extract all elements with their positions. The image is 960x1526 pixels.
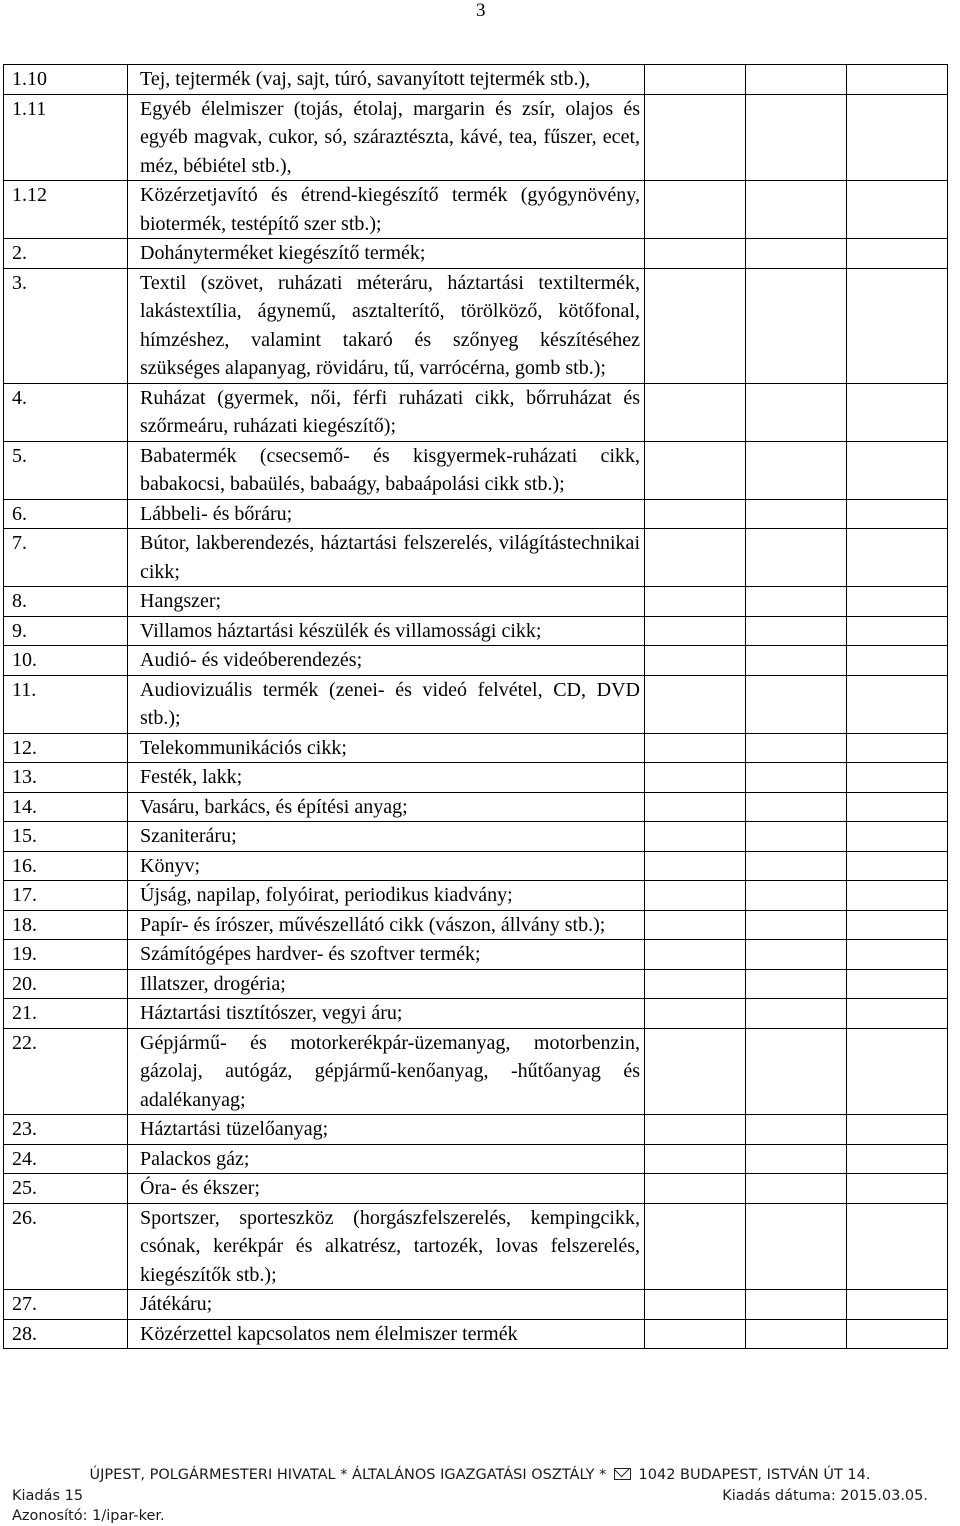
item-number: 12. bbox=[4, 733, 128, 763]
item-description: Közérzettel kapcsolatos nem élelmiszer termék bbox=[128, 1319, 645, 1349]
blank-cell bbox=[645, 529, 746, 587]
item-description: Telekommunikációs cikk; bbox=[128, 733, 645, 763]
item-number: 1.11 bbox=[4, 94, 128, 181]
item-number: 15. bbox=[4, 822, 128, 852]
activity-table-body bbox=[4, 65, 948, 1349]
table-row bbox=[4, 969, 948, 999]
blank-cell bbox=[645, 441, 746, 499]
item-description: Papír- és írószer, művészellátó cikk (vászon, állvány stb.); bbox=[128, 910, 645, 940]
table-row bbox=[4, 792, 948, 822]
item-number: 1.10 bbox=[4, 65, 128, 95]
envelope-icon bbox=[614, 1468, 631, 1480]
blank-cell bbox=[847, 239, 948, 269]
item-number: 21. bbox=[4, 999, 128, 1029]
blank-cell bbox=[746, 65, 847, 95]
item-description: Játékáru; bbox=[128, 1290, 645, 1320]
item-description: Számítógépes hardver- és szoftver termék; bbox=[128, 940, 645, 970]
item-description: Audiovizuális termék (zenei- és videó felvétel, CD, DVD stb.); bbox=[128, 675, 645, 733]
blank-cell bbox=[746, 851, 847, 881]
item-number: 4. bbox=[4, 383, 128, 441]
item-description: Villamos háztartási készülék és villamossági cikk; bbox=[128, 616, 645, 646]
blank-cell bbox=[847, 181, 948, 239]
blank-cell bbox=[746, 1144, 847, 1174]
blank-cell bbox=[746, 383, 847, 441]
footer-edition: Kiadás 15 bbox=[12, 1488, 84, 1504]
blank-cell bbox=[746, 999, 847, 1029]
item-number: 9. bbox=[4, 616, 128, 646]
item-number: 26. bbox=[4, 1203, 128, 1290]
item-number: 19. bbox=[4, 940, 128, 970]
item-number: 11. bbox=[4, 675, 128, 733]
blank-cell bbox=[847, 910, 948, 940]
blank-cell bbox=[746, 1115, 847, 1145]
item-description: Egyéb élelmiszer (tojás, étolaj, margarin és zsír, olajos és egyéb magvak, cukor, só, száraztészta, kávé, tea, fűszer, ecet, méz, bébiétel stb.), bbox=[128, 94, 645, 181]
blank-cell bbox=[847, 65, 948, 95]
blank-cell bbox=[847, 1028, 948, 1115]
item-number: 28. bbox=[4, 1319, 128, 1349]
item-description: Tej, tejtermék (vaj, sajt, túró, savanyított tejtermék stb.), bbox=[128, 65, 645, 95]
item-description: Háztartási tisztítószer, vegyi áru; bbox=[128, 999, 645, 1029]
blank-cell bbox=[847, 733, 948, 763]
blank-cell bbox=[746, 675, 847, 733]
item-description: Festék, lakk; bbox=[128, 763, 645, 793]
footer-org: ÚJPEST, POLGÁRMESTERI HIVATAL * ÁLTALÁNOS IGAZGATÁSI OSZTÁLY * bbox=[89, 1467, 607, 1483]
item-number: 13. bbox=[4, 763, 128, 793]
item-number: 6. bbox=[4, 499, 128, 529]
blank-cell bbox=[746, 646, 847, 676]
item-number: 1.12 bbox=[4, 181, 128, 239]
blank-cell bbox=[645, 822, 746, 852]
item-description: Sportszer, sporteszköz (horgászfelszerelés, kempingcikk, csónak, kerékpár és alkatrész, tartozék, lovas felszerelés, kiegészítők stb.); bbox=[128, 1203, 645, 1290]
blank-cell bbox=[645, 851, 746, 881]
blank-cell bbox=[645, 1319, 746, 1349]
item-description: Babatermék (csecsemő- és kisgyermek-ruházati cikk, babakocsi, babaülés, babaágy, babaápolási cikk stb.); bbox=[128, 441, 645, 499]
table-row bbox=[4, 1174, 948, 1204]
blank-cell bbox=[645, 792, 746, 822]
table-row bbox=[4, 1203, 948, 1290]
item-description: Bútor, lakberendezés, háztartási felszerelés, világítástechnikai cikk; bbox=[128, 529, 645, 587]
blank-cell bbox=[645, 763, 746, 793]
blank-cell bbox=[746, 587, 847, 617]
item-description: Lábbeli- és bőráru; bbox=[128, 499, 645, 529]
table-row bbox=[4, 1028, 948, 1115]
blank-cell bbox=[645, 181, 746, 239]
blank-cell bbox=[746, 529, 847, 587]
table-row bbox=[4, 616, 948, 646]
blank-cell bbox=[847, 999, 948, 1029]
blank-cell bbox=[847, 268, 948, 383]
footer-address: 1042 BUDAPEST, ISTVÁN ÚT 14. bbox=[638, 1467, 871, 1483]
blank-cell bbox=[746, 969, 847, 999]
blank-cell bbox=[847, 587, 948, 617]
blank-cell bbox=[746, 763, 847, 793]
item-number: 24. bbox=[4, 1144, 128, 1174]
blank-cell bbox=[645, 268, 746, 383]
table-row bbox=[4, 1319, 948, 1349]
blank-cell bbox=[847, 383, 948, 441]
table-row bbox=[4, 675, 948, 733]
blank-cell bbox=[645, 1115, 746, 1145]
blank-cell bbox=[847, 499, 948, 529]
blank-cell bbox=[746, 181, 847, 239]
item-number: 5. bbox=[4, 441, 128, 499]
blank-cell bbox=[847, 940, 948, 970]
blank-cell bbox=[746, 881, 847, 911]
blank-cell bbox=[746, 940, 847, 970]
table-row bbox=[4, 441, 948, 499]
item-description: Hangszer; bbox=[128, 587, 645, 617]
item-description: Illatszer, drogéria; bbox=[128, 969, 645, 999]
blank-cell bbox=[645, 646, 746, 676]
table-row bbox=[4, 881, 948, 911]
table-row bbox=[4, 910, 948, 940]
item-number: 10. bbox=[4, 646, 128, 676]
item-description: Újság, napilap, folyóirat, periodikus kiadvány; bbox=[128, 881, 645, 911]
item-number: 7. bbox=[4, 529, 128, 587]
activity-table bbox=[3, 64, 948, 1349]
blank-cell bbox=[746, 441, 847, 499]
blank-cell bbox=[746, 499, 847, 529]
item-number: 27. bbox=[4, 1290, 128, 1320]
blank-cell bbox=[847, 94, 948, 181]
item-number: 20. bbox=[4, 969, 128, 999]
item-description: Textil (szövet, ruházati méteráru, háztartási textiltermék, lakástextília, ágynemű, asztalterítő, törölköző, kötőfonal, hímzéshez, valamint takaró és szőnyeg készítéséhez szükséges alapanyag, rövidáru, tű, varrócérna, gomb stb.); bbox=[128, 268, 645, 383]
blank-cell bbox=[847, 1174, 948, 1204]
table-row bbox=[4, 763, 948, 793]
blank-cell bbox=[645, 999, 746, 1029]
item-description: Dohányterméket kiegészítő termék; bbox=[128, 239, 645, 269]
item-description: Palackos gáz; bbox=[128, 1144, 645, 1174]
table-row bbox=[4, 268, 948, 383]
table-row bbox=[4, 239, 948, 269]
blank-cell bbox=[746, 1203, 847, 1290]
blank-cell bbox=[847, 851, 948, 881]
table-row bbox=[4, 94, 948, 181]
item-number: 14. bbox=[4, 792, 128, 822]
blank-cell bbox=[645, 587, 746, 617]
item-description: Vasáru, barkács, és építési anyag; bbox=[128, 792, 645, 822]
blank-cell bbox=[746, 910, 847, 940]
blank-cell bbox=[645, 881, 746, 911]
item-description: Háztartási tüzelőanyag; bbox=[128, 1115, 645, 1145]
blank-cell bbox=[746, 94, 847, 181]
blank-cell bbox=[746, 239, 847, 269]
blank-cell bbox=[746, 1174, 847, 1204]
blank-cell bbox=[746, 1290, 847, 1320]
blank-cell bbox=[847, 1144, 948, 1174]
page-number: 3 bbox=[476, 0, 486, 21]
item-description: Gépjármű- és motorkerékpár-üzemanyag, motorbenzin, gázolaj, autógáz, gépjármű-kenőanyag, -hűtőanyag és adalékanyag; bbox=[128, 1028, 645, 1115]
item-number: 25. bbox=[4, 1174, 128, 1204]
blank-cell bbox=[847, 675, 948, 733]
blank-cell bbox=[847, 763, 948, 793]
table-row bbox=[4, 999, 948, 1029]
table-row bbox=[4, 1144, 948, 1174]
footer-address-line bbox=[0, 1465, 960, 1485]
blank-cell bbox=[746, 733, 847, 763]
table-row bbox=[4, 646, 948, 676]
blank-cell bbox=[645, 1028, 746, 1115]
blank-cell bbox=[645, 1174, 746, 1204]
blank-cell bbox=[645, 733, 746, 763]
blank-cell bbox=[645, 910, 746, 940]
item-number: 8. bbox=[4, 587, 128, 617]
table-row bbox=[4, 499, 948, 529]
blank-cell bbox=[645, 940, 746, 970]
blank-cell bbox=[847, 1319, 948, 1349]
blank-cell bbox=[847, 646, 948, 676]
blank-cell bbox=[847, 1115, 948, 1145]
blank-cell bbox=[746, 822, 847, 852]
blank-cell bbox=[847, 881, 948, 911]
blank-cell bbox=[645, 969, 746, 999]
blank-cell bbox=[746, 1028, 847, 1115]
table-row bbox=[4, 1290, 948, 1320]
blank-cell bbox=[746, 616, 847, 646]
blank-cell bbox=[847, 441, 948, 499]
blank-cell bbox=[645, 499, 746, 529]
table-row bbox=[4, 851, 948, 881]
footer-identifier: Azonosító: 1/ipar-ker. bbox=[12, 1508, 165, 1524]
item-number: 17. bbox=[4, 881, 128, 911]
table-row bbox=[4, 822, 948, 852]
blank-cell bbox=[746, 268, 847, 383]
blank-cell bbox=[645, 1144, 746, 1174]
blank-cell bbox=[645, 1203, 746, 1290]
blank-cell bbox=[847, 792, 948, 822]
blank-cell bbox=[746, 1319, 847, 1349]
item-description: Szaniteráru; bbox=[128, 822, 645, 852]
item-description: Audió- és videóberendezés; bbox=[128, 646, 645, 676]
table-row bbox=[4, 383, 948, 441]
blank-cell bbox=[847, 529, 948, 587]
blank-cell bbox=[645, 383, 746, 441]
item-description: Ruházat (gyermek, női, férfi ruházati cikk, bőrruházat és szőrmeáru, ruházati kiegészítő); bbox=[128, 383, 645, 441]
table-row bbox=[4, 1115, 948, 1145]
item-number: 2. bbox=[4, 239, 128, 269]
table-row bbox=[4, 733, 948, 763]
blank-cell bbox=[645, 65, 746, 95]
item-number: 22. bbox=[4, 1028, 128, 1115]
item-number: 3. bbox=[4, 268, 128, 383]
table-row bbox=[4, 65, 948, 95]
table-row bbox=[4, 529, 948, 587]
table-row bbox=[4, 181, 948, 239]
blank-cell bbox=[645, 94, 746, 181]
table-row bbox=[4, 587, 948, 617]
blank-cell bbox=[746, 792, 847, 822]
item-number: 23. bbox=[4, 1115, 128, 1145]
blank-cell bbox=[847, 969, 948, 999]
blank-cell bbox=[645, 675, 746, 733]
blank-cell bbox=[645, 239, 746, 269]
item-description: Óra- és ékszer; bbox=[128, 1174, 645, 1204]
blank-cell bbox=[847, 616, 948, 646]
item-description: Közérzetjavító és étrend-kiegészítő termék (gyógynövény, biotermék, testépítő szer stb.); bbox=[128, 181, 645, 239]
item-number: 18. bbox=[4, 910, 128, 940]
item-number: 16. bbox=[4, 851, 128, 881]
blank-cell bbox=[645, 1290, 746, 1320]
blank-cell bbox=[645, 616, 746, 646]
blank-cell bbox=[847, 1290, 948, 1320]
item-description: Könyv; bbox=[128, 851, 645, 881]
blank-cell bbox=[847, 1203, 948, 1290]
table-row bbox=[4, 940, 948, 970]
blank-cell bbox=[847, 822, 948, 852]
footer-edition-date: Kiadás dátuma: 2015.03.05. bbox=[722, 1488, 928, 1504]
